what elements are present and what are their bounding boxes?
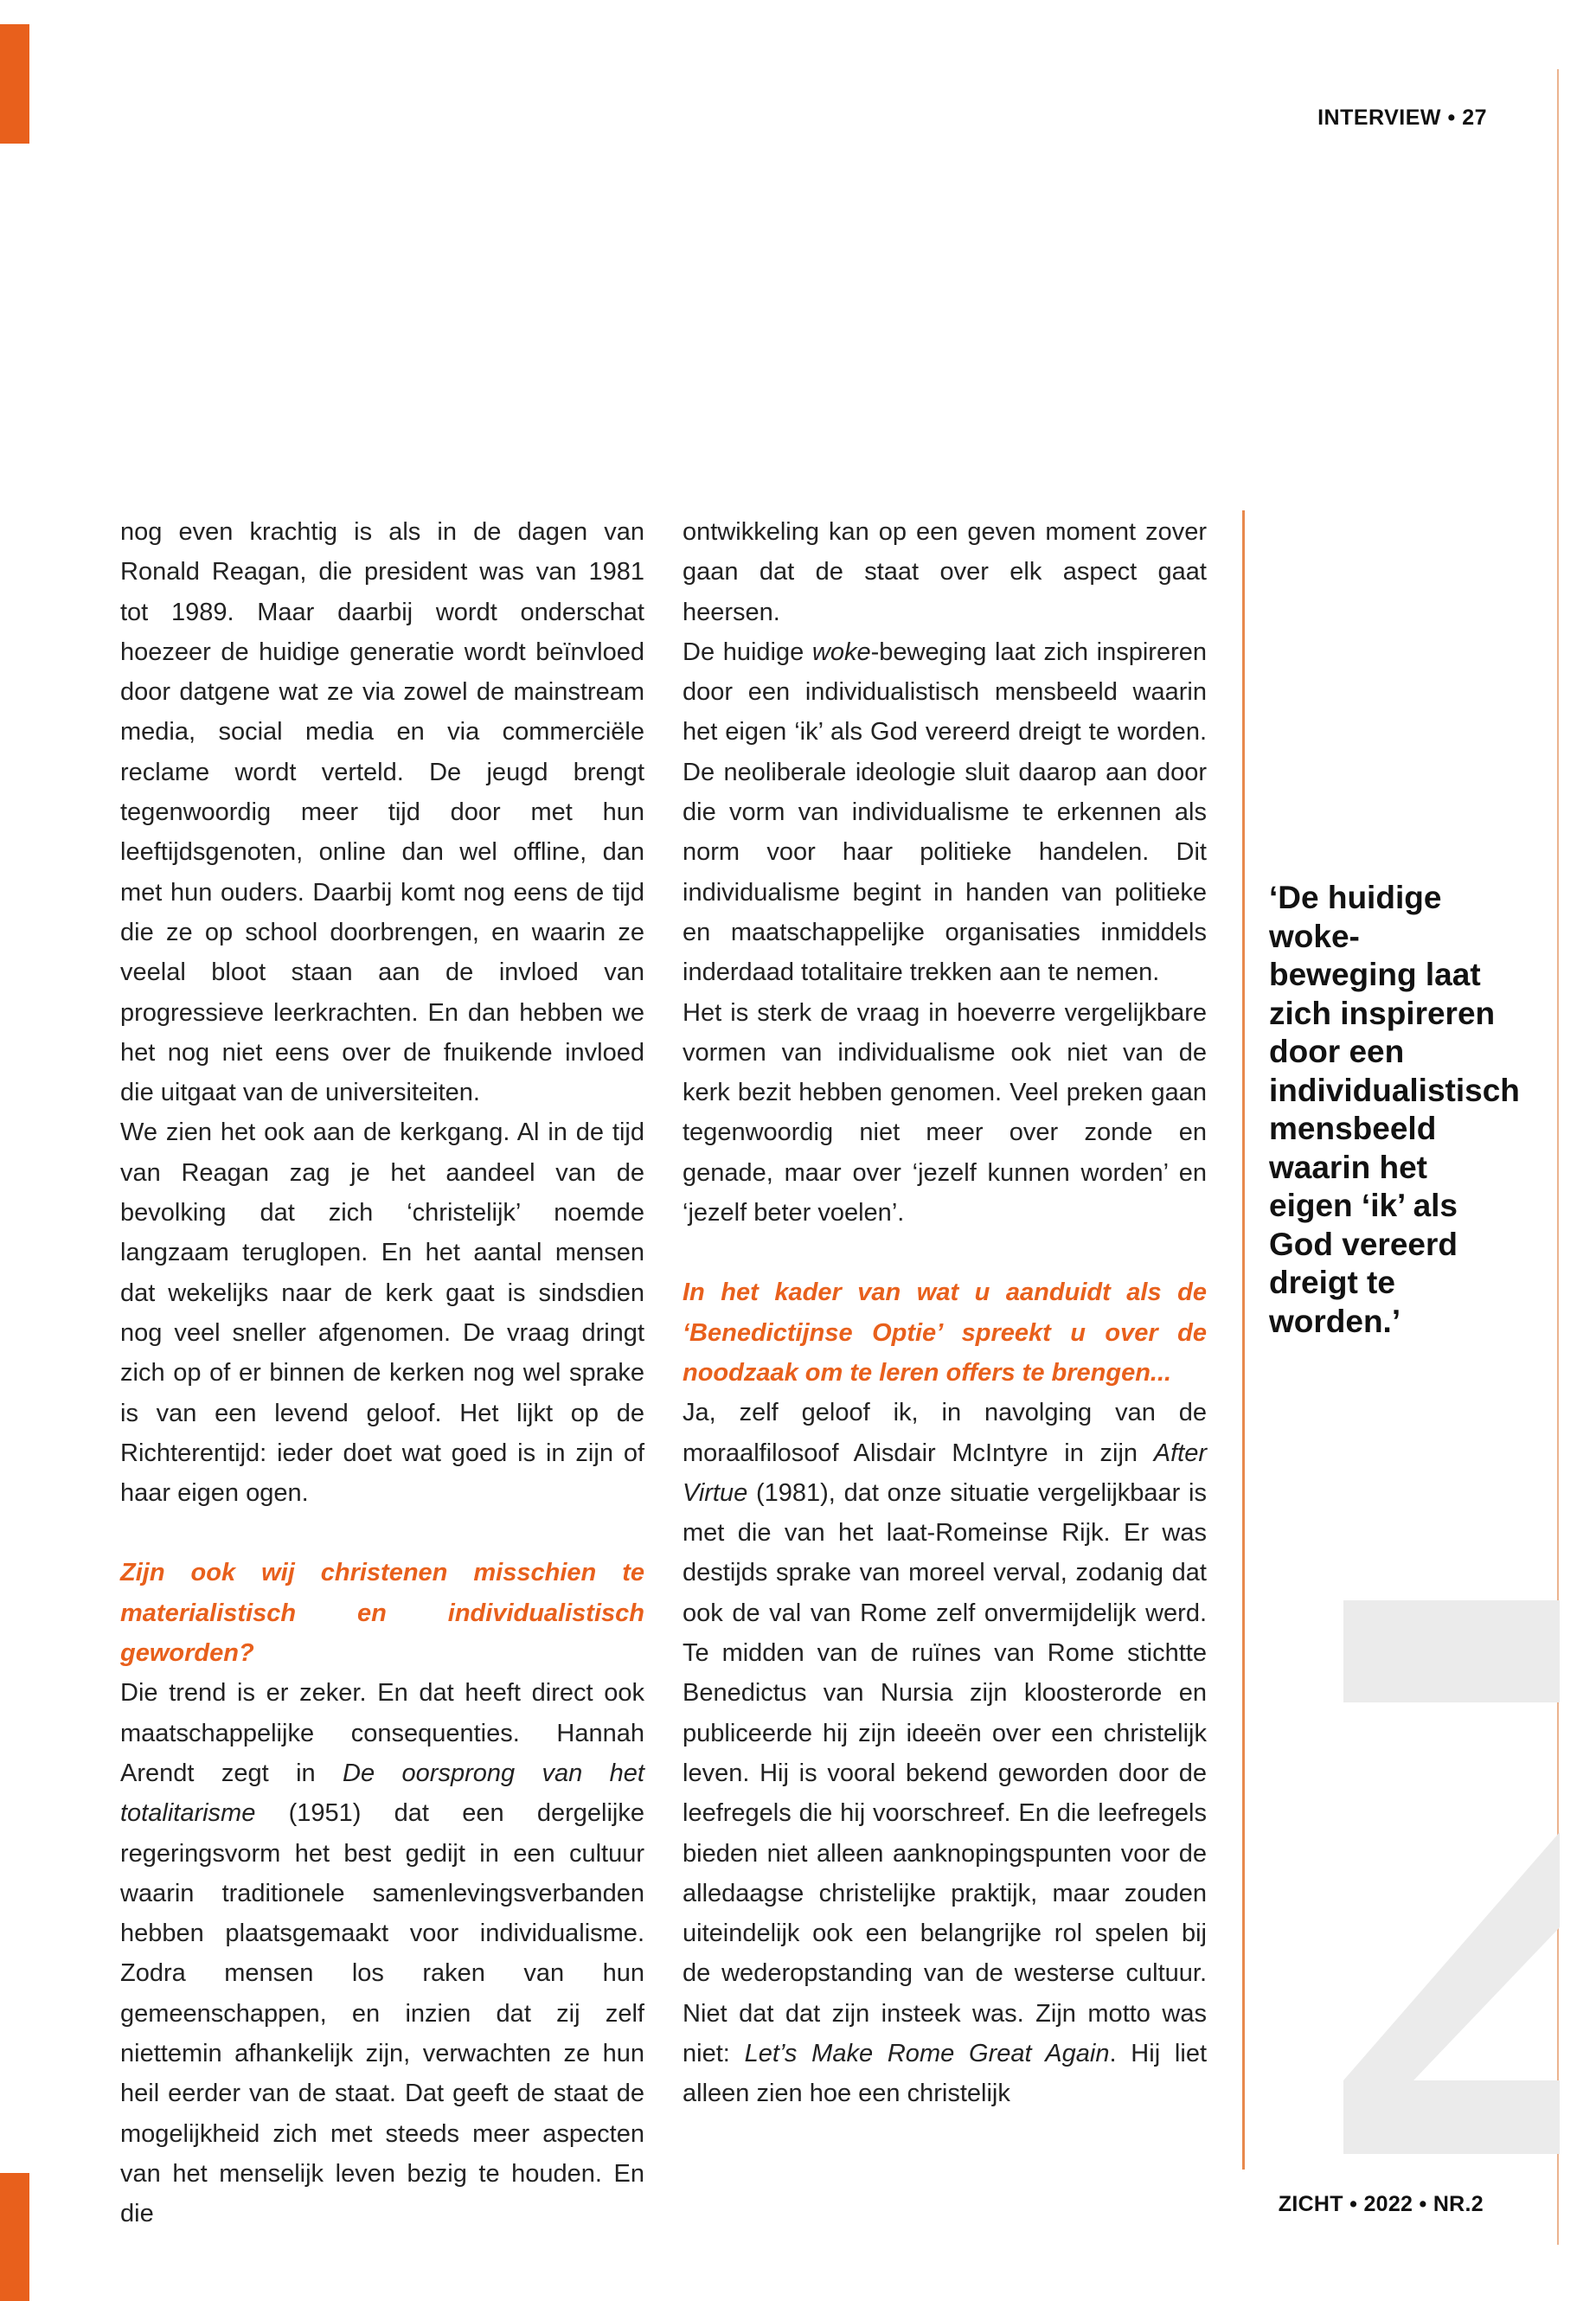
interview-question: In het kader van wat u aanduidt als de ‘Benedictijnse Optie’ spreekt u over de noodzaak om te leren offers te brengen...	[683, 1279, 1207, 1387]
paragraph: Het is sterk de vraag in hoeverre vergelijkbare vormen van individualisme ook niet van de kerk bezit hebben genomen. Veel preken gaan tegenwoordig niet meer over zonde en genade, maar over ‘jezelf kunnen worden’ en ‘jezelf beter voelen’.	[683, 998, 1207, 1227]
issue-year: 2022	[1363, 2192, 1413, 2216]
magazine-name: ZICHT	[1278, 2192, 1343, 2216]
paragraph: Die trend is er zeker. En dat heeft direct ook maatschappelijke consequenties. Hannah Arendt zegt in De oorsprong van het totalitarisme (1951) dat een dergelijke regeringsvorm het best gedijt in een cultuur waarin traditionele samenlevingsverbanden hebben plaatsgemaakt voor individualisme. Zodra mensen los raken van hun gemeenschappen, en inzien dat zij zelf niettemin afhankelijk zijn, verwachten ze hun heil eerder van de staat. Dat geeft de staat de mogelijkheid zich met steeds meer aspecten van het menselijk leven bezig te houden. En die	[120, 1679, 644, 2228]
woke-term: woke	[811, 638, 871, 666]
book-title: De oorsprong van het totalitarisme	[120, 1759, 644, 1828]
article-column-middle	[683, 512, 1207, 2114]
orange-edge-bar-top	[0, 24, 29, 144]
article-column-left	[120, 512, 644, 2234]
paragraph: ontwikkeling kan op een geven moment zover gaan dat de staat over elk aspect gaat heersen.	[683, 518, 1207, 626]
section-label: INTERVIEW	[1317, 106, 1442, 130]
motto: Let’s Make Rome Great Again	[744, 2039, 1110, 2067]
header-separator: •	[1447, 106, 1456, 130]
issue-number: NR.2	[1433, 2192, 1484, 2216]
running-header	[1317, 106, 1487, 131]
book-title: After Virtue	[683, 1439, 1207, 1507]
running-footer: ZICHT • 2022 • NR.2	[1278, 2192, 1484, 2216]
interview-question: Zijn ook wij christenen misschien te materialistisch en individualistisch geworden?	[120, 1559, 644, 1668]
orange-edge-bar-bottom	[0, 2173, 29, 2301]
pull-quote: ‘De huidige woke-beweging laat zich inspireren door een individualistisch mensbeeld waarin het eigen ‘ik’ als God vereerd dreigt te worden.’	[1269, 880, 1520, 1339]
paragraph: nog even krachtig is als in de dagen van Ronald Reagan, die president was van 1981 tot 1989. Maar daarbij wordt onderschat hoezeer de huidige generatie wordt beïnvloed door datgene wat ze via zowel de mainstream media, social media en via commerciële reclame wordt verteld. De jeugd brengt tegenwoordig meer tijd door met hun leeftijdsgenoten, online dan wel offline, dan met hun ouders. Daarbij komt nog eens de tijd die ze op school doorbrengen, en waarin ze veelal bloot staan aan de invloed van progressieve leerkrachten. En dan hebben we het nog niet eens over de fnuikende invloed die uitgaat van de universiteiten.	[120, 518, 644, 1107]
paragraph: De huidige woke-beweging laat zich inspireren door een individualistisch mensbeeld waarin het eigen ‘ik’ als God vereerd dreigt te worden. De neoliberale ideologie sluit daarop aan door die vorm van individualisme te erkennen als norm voor haar politieke handelen. Dit individualisme begint in handen van politieke en maatschappelijke organisaties inmiddels inderdaad totalitaire trekken aan te nemen.	[683, 638, 1208, 987]
pull-quote-rule	[1242, 510, 1245, 2170]
decorative-z-shape	[1343, 1600, 1560, 2154]
paragraph: We zien het ook aan de kerkgang. Al in de tijd van Reagan zag je het aandeel van de bevolking dat zich ‘christelijk’ noemde langzaam teruglopen. En het aantal mensen dat wekelijks naar de kerk gaat is sindsdien nog veel sneller afgenomen. De vraag dringt zich op of er binnen de kerken nog wel sprake is van een levend geloof. Het lijkt op de Richterentijd: ieder doet wat goed is in zijn of haar eigen ogen.	[120, 1118, 644, 1508]
paragraph: Ja, zelf geloof ik, in navolging van de moraalfilosoof Alisdair McIntyre in zijn After Virtue (1981), dat onze situatie vergelijkbaar is met die van het laat-Romeinse Rijk. Er was destijds sprake van moreel verval, zodanig dat ook de val van Rome zelf onvermijdelijk werd. Te midden van de ruïnes van Rome stichtte Benedictus van Nursia zijn kloosterorde en publiceerde hij zijn ideeën over een christelijk leven. Hij is vooral bekend geworden door de leefregels die hij voorschreef. En die leefregels bieden niet alleen aanknopingspunten voor de alledaagse christelijke praktijk, maar zouden uiteindelijk ook een belangrijke rol spelen bij de wederopstanding van de westerse cultuur. Niet dat dat zijn insteek was. Zijn motto was niet: Let’s Make Rome Great Again. Hij liet alleen zien hoe een christelijk	[683, 1399, 1208, 2108]
page-number: 27	[1462, 106, 1487, 130]
